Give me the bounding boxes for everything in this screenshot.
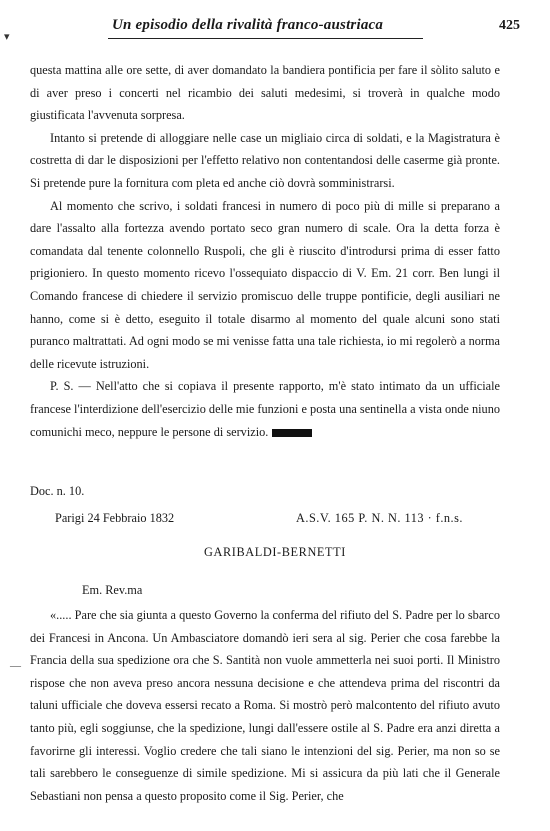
salutation: Em. Rev.ma	[82, 583, 143, 597]
document-title: GARIBALDI-BERNETTI	[204, 545, 346, 559]
body-paragraph: «..... Pare che sia giunta a questo Governo la conferma del rifiuto del S. Padre per lo sbarco dei Francesi in Ancona. Un Ambasciatore domandò ieri sera al sig. Perier che cosa farebbe la Francia della sua spedizione ora che S. Santità non vuole ammetterla nei suoi porti. Il Ministro rispose che non aveva preso ancora nessuna decisione e che attendeva prima del riscontri da taluni ufficiale che doveva essersi recato a Roma. Si mostrò però malcontento del rifiuto avuto tanto più, egli soggiunse, che la spedizione, lungi dall'essere ostile al S. Padre era anzi diretta a favorirne gli interessi. Voglio credere che tali siano le intenzioni del sig. Perier, ma non so se tali sarebbero le conseguenze di simile spedizione. Mi si assicura da più lati che il Generale Sebastiani non pensa a questo proposito come il Sig. Perier, che	[30, 608, 500, 803]
redaction-mark	[272, 429, 312, 437]
page-number: 425	[499, 18, 520, 33]
postscript-text: P. S. — Nell'atto che si copiava il presente rapporto, m'è stato intimato da un ufficiale francese l'interdizione dell'esercizio delle mie funzioni e posta una sentinella a vista onde niuno comunichi meco, neppure le persone di servizio.	[30, 379, 500, 439]
letter-body-2	[30, 604, 500, 807]
document-number: Doc. n. 10.	[30, 484, 85, 498]
body-paragraph: Intanto si pretende di alloggiare nelle case un migliaio circa di soldati, e la Magistratura è costretta di dar le disposizioni per l'effetto relativo non contentandosi delle caserme già pronte. Si pretende pure la fornitura com pleta ed anche ciò dovrà somministrarsi.	[30, 130, 500, 190]
place-date: Parigi 24 Febbraio 1832	[55, 511, 175, 525]
body-paragraph: Al momento che scrivo, i soldati francesi in numero di poco più di mille si preparano a dare l'assalto alla fortezza avendo portato seco gran numero di scale. Ora la detta forza è comandata dal tenente colonnello Ruspoli, che gli è riuscito d'introdursi prima di esser fatto prigioniero. In questo momento ricevo l'ossequiato dispaccio di V. Em. 21 corr. Ben lungi il Comando francese di chiedere il servizio promiscuo delle truppe pontificie, degli ausiliari ne hanno, come si è detto, eseguito il totale disarmo al momento del quale alcuni sono stati puranco maltrattati. Ad ogni modo se mi venisse fatta una tale richiesta, io mi regolerò a norma delle ricevute istruzioni.	[30, 198, 500, 371]
running-header-title: Un episodio della rivalità franco-austriaca	[112, 17, 384, 33]
running-header	[100, 17, 520, 39]
body-paragraph: questa mattina alle ore sette, di aver domandato la bandiera pontificia per fare il sòlito saluto e di aver preso i concerti nel ricambio dei saluti medesimi, si troverà in qualche modo giustificata l'avvenuta sorpresa.	[30, 63, 500, 123]
archive-reference: A.S.V. 165 P. N. N. 113 · f.n.s.	[296, 511, 463, 525]
postscript-paragraph	[30, 375, 500, 443]
header-underline	[108, 38, 423, 39]
margin-mark: ▾	[4, 31, 10, 43]
margin-mark: —	[10, 660, 21, 672]
letter-body	[30, 59, 500, 443]
